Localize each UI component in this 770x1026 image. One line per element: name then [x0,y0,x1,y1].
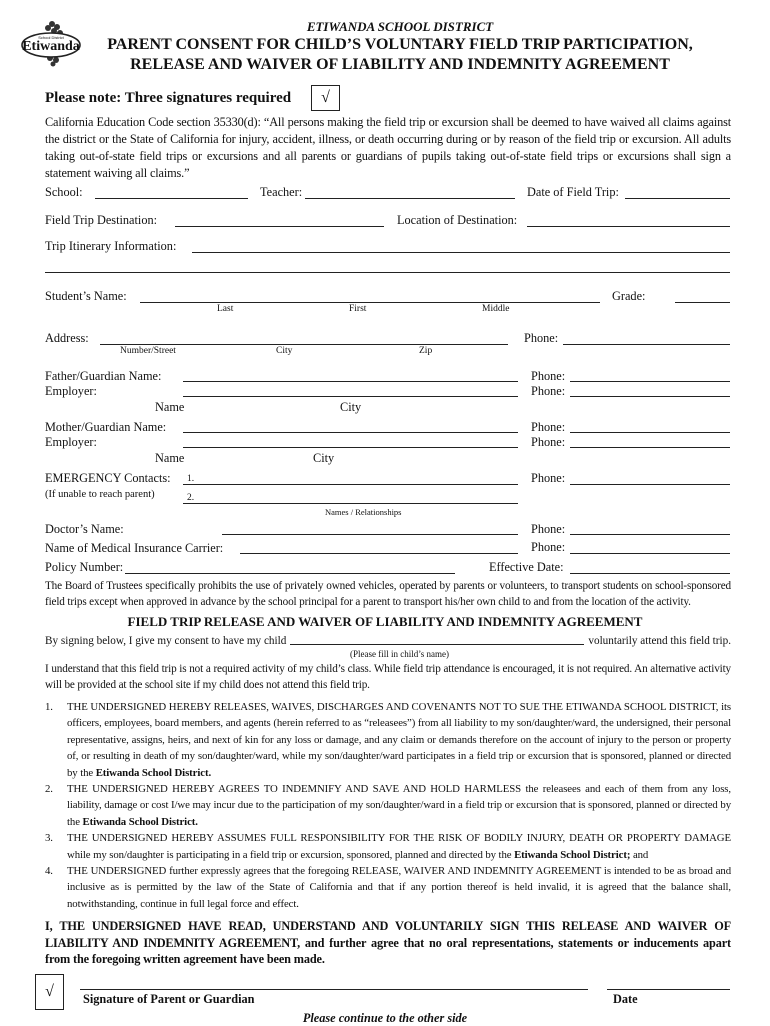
agreement-item-4 [45,863,731,912]
consent-suffix: voluntarily attend this field trip. [588,635,731,647]
item-number: 2. [45,783,53,796]
father-employer-phone-field[interactable] [570,396,730,397]
policy-field[interactable] [125,573,455,574]
teacher-field[interactable] [305,198,515,199]
continue-footer: Please continue to the other side [302,1010,468,1025]
child-name-hint: (Please fill in child’s name) [350,649,449,659]
mother-phone-label: Phone: [531,420,566,434]
location-label: Location of Destination: [397,213,518,227]
mother-name-field[interactable] [183,432,518,433]
father-phone-field[interactable] [570,381,730,382]
form-body [0,114,770,1026]
emergency-contact-1-field[interactable] [183,484,518,485]
mother-name-label: Mother/Guardian Name: [45,420,167,434]
father-employer-phone-label: Phone: [531,384,566,398]
mother-employer-label: Employer: [45,435,97,449]
itinerary-field[interactable] [192,252,730,253]
first-sublabel: First [349,304,367,314]
doctor-phone-field[interactable] [570,534,730,535]
student-name-label: Student’s Name: [45,289,127,303]
svg-text:Etiwanda: Etiwanda [22,39,80,54]
last-sublabel: Last [217,304,234,314]
grade-label: Grade: [612,289,646,303]
svg-text:School District: School District [38,35,64,40]
school-label: School: [45,185,83,199]
agreement-item-3 [45,830,731,863]
emergency-num-2: 2. [187,493,195,503]
destination-label: Field Trip Destination: [45,213,158,227]
emergency-phone-label: Phone: [531,471,566,485]
item-number: 3. [45,832,53,845]
item-text: THE UNDERSIGNED HEREBY AGREES TO INDEMNIFY AND SAVE AND HOLD HARMLESS the releasees and each of them from any loss, liability, damage or cost I/we may incur due to the participation of my son/daughter/ward in a field trip or excursion that is sponsored, planned or directed by the [67,783,731,828]
item-bold-text: Etiwanda School District. [82,815,198,828]
address-phone-label: Phone: [524,331,559,345]
acknowledgement-paragraph: I, THE UNDERSIGNED HAVE READ, UNDERSTAND AND VOLUNTARILY SIGN THIS RELEASE AND WAIVER OF LIABILITY AND INDEMNITY AGREEMENT, and further agree that no oral representations, statements or inducements apart from the foregoing written agreement have been made. [45,919,731,967]
item-text: THE UNDERSIGNED HEREBY ASSUMES FULL RESPONSIBILITY FOR THE RISK OF BODILY INJURY, DEATH OR PROPERTY DAMAGE while my son/daughter is participating in a field trip or excursion, sponsored, planned and directed by the [67,832,731,861]
emergency-num-1: 1. [187,474,195,484]
mother-phone-field[interactable] [570,432,730,433]
father-name-label: Father/Guardian Name: [45,369,162,383]
signature-date-field[interactable] [607,989,730,990]
signature-block [0,974,770,1010]
date-label: Date [613,991,638,1006]
location-field[interactable] [527,226,730,227]
item-number: 4. [45,865,53,878]
policy-label: Policy Number: [45,560,124,574]
trip-date-label: Date of Field Trip: [527,185,619,199]
father-name-field[interactable] [183,381,518,382]
school-field[interactable] [95,198,248,199]
emergency-note: (If unable to reach parent) [45,489,155,500]
itinerary-field-2[interactable] [45,272,730,273]
middle-sublabel: Middle [482,304,510,314]
doctor-label: Doctor’s Name: [45,522,124,536]
father-employer-field[interactable] [183,396,518,397]
insurance-phone-label: Phone: [531,540,566,554]
insurance-label: Name of Medical Insurance Carrier: [45,541,224,555]
education-code-paragraph: California Education Code section 35330(d): “All persons making the field trip or excursion shall be deemed to have waived all claims against the district or the State of California for injury, accident, illness, or death occurring during or by reason of the field trip or excursion. All adults taking out-of-state field trips or excursions and all parents or guardians of pupils taking out-of-state field trips or excursions shall sign a statement waiving all claims.” [45,115,731,180]
insurance-phone-field[interactable] [570,553,730,554]
item-number: 1. [45,701,53,713]
grade-field[interactable] [675,302,730,303]
agreement-item-1 [45,699,731,781]
item-bold-text: Etiwanda School District; [514,848,631,861]
father-phone-label: Phone: [531,369,566,383]
address-phone-field[interactable] [563,344,730,345]
mother-city-sublabel: City [313,451,335,465]
doctor-phone-label: Phone: [531,522,566,536]
names-relationships-sublabel: Names / Relationships [325,507,402,517]
street-sublabel: Number/Street [120,346,176,356]
understand-paragraph: I understand that this field trip is not a required activity of my child’s class. While field trip attendance is encouraged, it is not required. An alternative activity will be provided at the school site if my child does not attend this field trip. [45,663,731,691]
mother-employer-field[interactable] [183,447,518,448]
address-label: Address: [45,331,89,345]
form-title-line1: PARENT CONSENT FOR CHILD’S VOLUNTARY FIELD TRIP PARTICIPATION, [107,36,693,53]
signature-label: Signature of Parent or Guardian [83,991,255,1006]
child-name-field[interactable] [290,644,584,645]
father-name-sublabel: Name [155,400,185,414]
emergency-contact-2-field[interactable] [183,503,518,504]
itinerary-label: Trip Itinerary Information: [45,239,177,253]
consent-line [45,634,731,648]
destination-field[interactable] [175,226,384,227]
trip-date-field[interactable] [625,198,730,199]
insurance-field[interactable] [240,553,518,554]
item-bold-text: Etiwanda School District. [95,766,212,779]
consent-prefix: By signing below, I give my consent to have my child [45,635,287,647]
parent-signature-field[interactable] [80,989,588,990]
signatures-note: Please note: Three signatures required [45,90,292,106]
teacher-label: Teacher: [260,185,303,199]
item-tail-text: and [630,848,649,861]
student-name-field[interactable] [140,302,600,303]
district-name: ETIWANDA SCHOOL DISTRICT [306,19,494,34]
mother-name-sublabel: Name [155,451,185,465]
mother-employer-phone-label: Phone: [531,435,566,449]
mother-employer-phone-field[interactable] [570,447,730,448]
agreement-items [0,699,770,912]
signature-check-box: √ [35,974,64,1010]
doctor-field[interactable] [222,534,518,535]
emergency-label: EMERGENCY Contacts: [45,471,171,485]
father-employer-label: Employer: [45,384,97,398]
effective-date-field[interactable] [570,573,730,574]
effective-date-label: Effective Date: [489,560,564,574]
note-check-box: √ [311,85,340,111]
trip-information-form [0,186,770,578]
address-field[interactable] [100,344,508,345]
item-text: THE UNDERSIGNED HEREBY RELEASES, WAIVES, DISCHARGES AND COVENANTS NOT TO SUE THE ETIWANDA SCHOOL DISTRICT, its officers, employees, board members, and agents (herein referred to as “releasees”) from all liability to my son/daughter/ward, the undersigned, their personal representative, assigns, heirs, and next of kin for any loss or damage, and any claim or demands therefore on the account of injury to the person or property of, or resulting in death of my son/daughter/ward, while my son/daughter/ward participates in a field trip or excursion that is sponsored, planned or directed by the [67,701,731,779]
emergency-phone-field[interactable] [570,484,730,485]
zip-sublabel: Zip [419,346,433,356]
board-policy-paragraph: The Board of Trustees specifically prohibits the use of privately owned vehicles, operated by parents or volunteers, to transport students on school-sponsored field trips except when approved in advance by the school principal for a parent to transport his/her own child to and from the location of the activity. [45,580,731,608]
item-text: THE UNDERSIGNED further expressly agrees that the foregoing RELEASE, WAIVER AND INDEMNITY AGREEMENT is intended to be as broad and inclusive as is permitted by the law of the State of California and that if any portion thereof is held invalid, it is agreed that the balance shall, notwithstanding, continue in full legal force and effect. [67,865,731,910]
father-city-sublabel: City [340,400,362,414]
agreement-item-2 [45,781,731,830]
agreement-heading: FIELD TRIP RELEASE AND WAIVER OF LIABILITY AND INDEMNITY AGREEMENT [127,614,643,629]
city-sublabel: City [276,346,293,356]
form-title-line2: RELEASE AND WAIVER OF LIABILITY AND INDEMNITY AGREEMENT [130,56,670,73]
